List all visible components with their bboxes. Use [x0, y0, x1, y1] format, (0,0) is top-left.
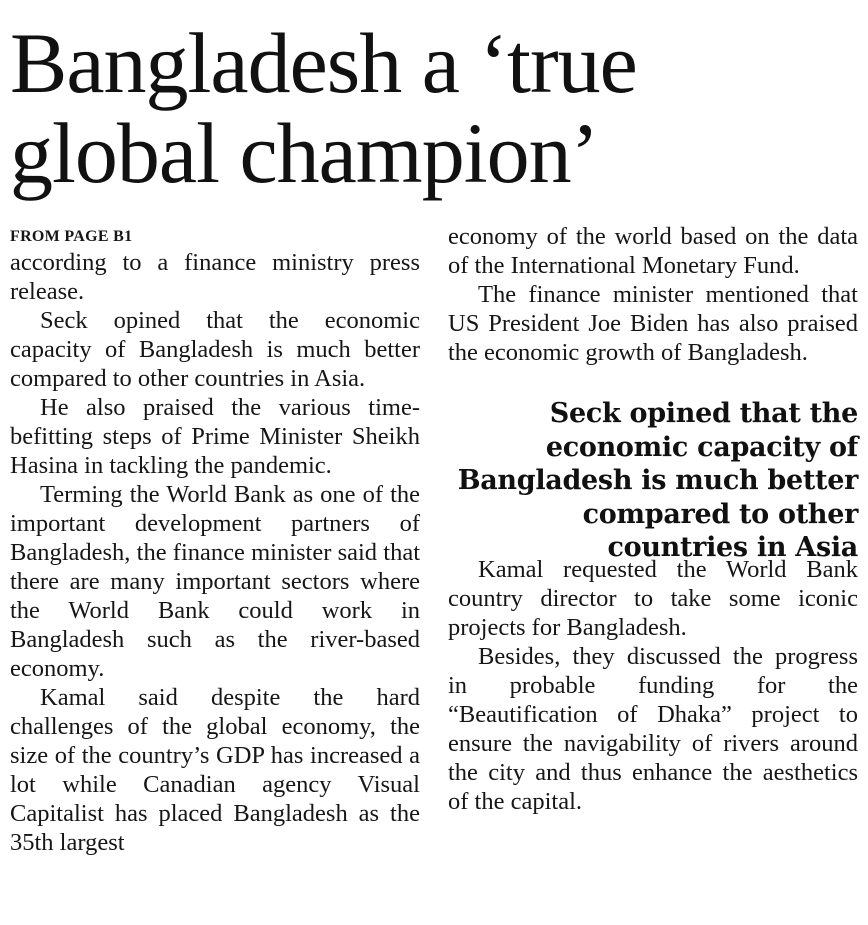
- paragraph: Kamal said despite the hard challenges of the global economy, the size of the country’s GDP has increased a lot while Canadian agency Visual Capitalist has placed Bangladesh as the 35th largest: [10, 684, 420, 856]
- headline: [10, 15, 860, 201]
- paragraph: Besides, they discussed the progress in probable funding for the “Beautification of Dhaka” project to ensure the navigability of rivers around the city and thus enhance the aesthetics of the capital.: [448, 643, 858, 815]
- paragraph: according to a finance ministry press release.: [10, 249, 420, 305]
- paragraph: The finance minister mentioned that US President Joe Biden has also praised the economic growth of Bangladesh.: [448, 281, 858, 366]
- left-column: [10, 222, 420, 857]
- headline-line-2: global champion’: [10, 105, 599, 201]
- paragraph: Kamal requested the World Bank country director to take some iconic projects for Bangladesh.: [448, 556, 858, 641]
- paragraph: economy of the world based on the data of the International Monetary Fund.: [448, 223, 858, 279]
- paragraph: Terming the World Bank as one of the important development partners of Bangladesh, the finance minister said that there are many important sectors where the World Bank could work in Bangladesh such as the river-based economy.: [10, 481, 420, 682]
- paragraph: He also praised the various time-befitting steps of Prime Minister Sheikh Hasina in tackling the pandemic.: [10, 394, 420, 479]
- headline-line-1: Bangladesh a ‘true: [10, 15, 637, 111]
- right-column: [448, 222, 858, 816]
- kicker: FROM PAGE B1: [10, 228, 133, 245]
- paragraph: Seck opined that the economic capacity of Bangladesh is much better compared to other countries in Asia.: [10, 307, 420, 392]
- pull-quote: Seck opined that the economic capacity of Bangladesh is much better compared to other countries in Asia: [457, 398, 858, 563]
